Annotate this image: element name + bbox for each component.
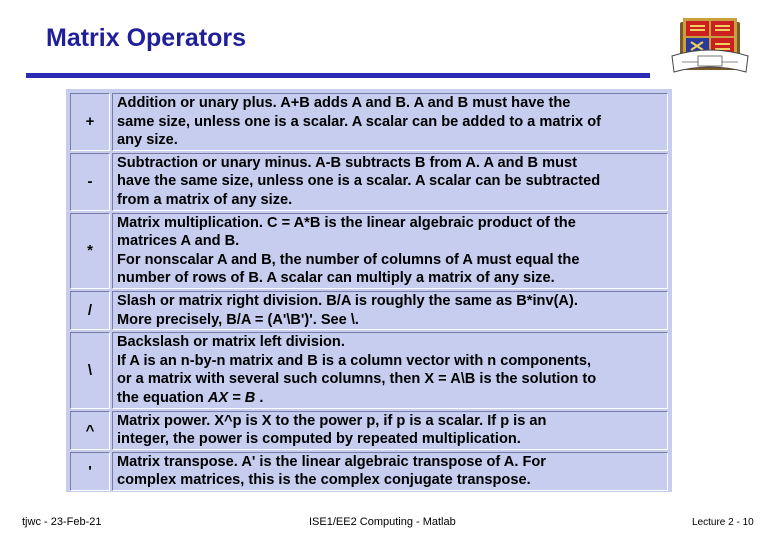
equation-suffix: . (255, 389, 264, 406)
operators-table-frame (66, 89, 672, 492)
description-line: Matrix transpose. A' is the linear algebraic transpose of A. For (117, 453, 546, 470)
operator-symbol: ' (70, 452, 110, 491)
description-line: complex matrices, this is the complex conjugate transpose. (117, 472, 531, 489)
operator-description (112, 452, 668, 491)
description-line: have the same size, unless one is a scalar. A scalar can be subtracted (117, 173, 601, 190)
description-line: or a matrix with several such columns, then X = A\B is the solution to (117, 371, 597, 388)
description-line: More precisely, B/A = (A'\B')'. See \. (117, 311, 359, 328)
equation-text: AX = B (207, 389, 256, 406)
operator-description (112, 332, 668, 408)
operator-description (112, 411, 668, 450)
description-line: integer, the power is computed by repeated multiplication. (117, 431, 521, 448)
table-row (70, 213, 668, 289)
description-line: same size, unless one is a scalar. A scalar can be added to a matrix of (117, 113, 601, 130)
college-crest-icon (668, 12, 752, 80)
description-line: Addition or unary plus. A+B adds A and B. A and B must have the (117, 95, 571, 111)
description-line: Matrix multiplication. C = A*B is the linear algebraic product of the (117, 214, 576, 231)
operator-description (112, 153, 668, 211)
description-line: For nonscalar A and B, the number of columns of A must equal the (117, 251, 580, 268)
operator-symbol: - (70, 153, 110, 211)
table-row (70, 93, 668, 151)
operator-description (112, 213, 668, 289)
equation-prefix: the equation (117, 389, 208, 406)
operator-symbol: * (70, 213, 110, 289)
operator-symbol: \ (70, 332, 110, 408)
description-line: any size. (117, 132, 178, 149)
table-row (70, 153, 668, 211)
operator-description (112, 93, 668, 151)
operator-symbol: ^ (70, 411, 110, 450)
footer-date: tjwc - 23-Feb-21 (22, 516, 102, 528)
description-line: matrices A and B. (117, 233, 240, 250)
title-underline (26, 73, 650, 78)
description-line (117, 389, 667, 408)
table-row (70, 291, 668, 330)
description-line: Slash or matrix right division. B/A is roughly the same as B*inv(A). (117, 292, 578, 309)
description-line: Subtraction or unary minus. A-B subtracts B from A. A and B must (117, 154, 578, 171)
description-line: Backslash or matrix left division. (117, 334, 345, 351)
description-line: If A is an n-by-n matrix and B is a column vector with n components, (117, 352, 592, 369)
description-line: from a matrix of any size. (117, 191, 293, 208)
footer-course: ISE1/EE2 Computing - Matlab (309, 516, 456, 528)
slide-title: Matrix Operators (46, 24, 247, 52)
description-line: number of rows of B. A scalar can multiply a matrix of any size. (117, 270, 555, 287)
table-row (70, 332, 668, 408)
operator-symbol: / (70, 291, 110, 330)
description-line: Matrix power. X^p is X to the power p, if p is a scalar. If p is an (117, 412, 547, 429)
operator-symbol: + (70, 93, 110, 151)
operators-table (68, 91, 670, 492)
table-row (70, 411, 668, 450)
table-row (70, 452, 668, 491)
operator-description (112, 291, 668, 330)
footer-page-number: Lecture 2 - 10 (692, 517, 754, 528)
